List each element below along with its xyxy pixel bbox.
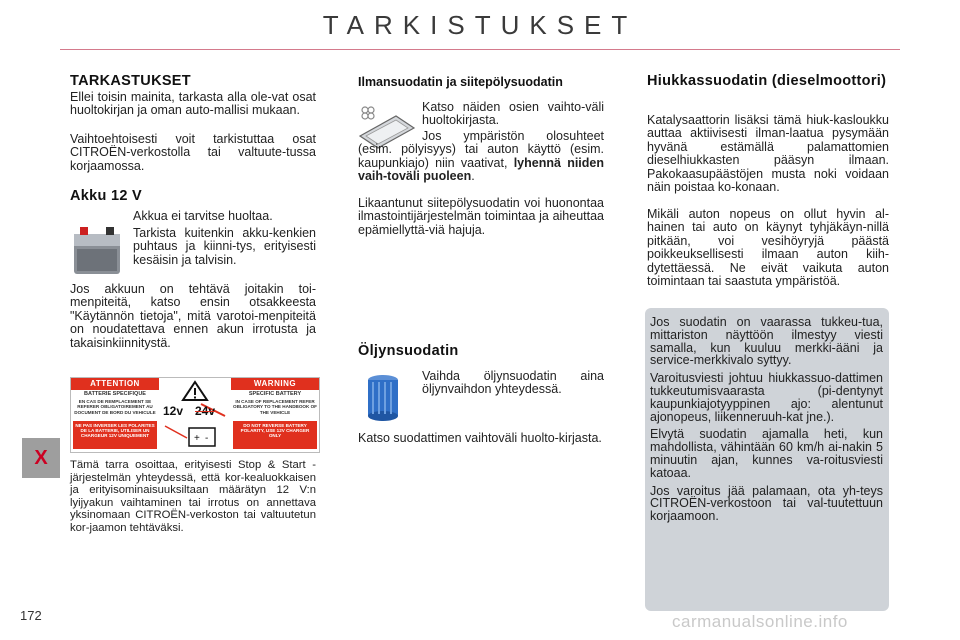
label-right-body: IN CASE OF REPLACEMENT REFER OBLIGATORY TO THE HANDBOOK OF THE VEHICLE (233, 399, 317, 415)
svg-text:-: - (205, 433, 209, 444)
svg-text:+: + (194, 433, 200, 444)
label-left-red: NE PAS INVERSER LES POLARITES DE LA BATTERIE, UTILISER UN CHARGEUR 12V UNIQUEMENT (73, 421, 157, 449)
oil-filter-paragraph-1: Vaihda öljynsuodatin aina öljynvaihdon yhteydessä. (422, 369, 604, 397)
label-24v: 24v (195, 404, 216, 418)
note-box (645, 308, 889, 611)
note-paragraph: Jos varoitus jää palamaan, ota yh-teys CITROËN-verkostoon tai val-tuutettuun korjaamoon. (650, 483, 883, 524)
section-heading-oil-filter: Öljynsuodatin (358, 343, 459, 359)
battery-icon (68, 222, 126, 278)
page-title: TARKISTUKSET (322, 10, 638, 40)
section-heading-particle-filter: Hiukkassuodatin (dieselmoottori) (647, 73, 887, 89)
air-filter-paragraph-2: Jos ympäristön olosuhteet (esim. pölyisyys) tai auton käyttö (esim. kaupunkiajo) niin vaativat, lyhennä niiden vaih-toväli puoleen. (358, 129, 604, 184)
intro-paragraph: Ellei toisin mainita, tarkasta alla ole-vat osat huoltokirjan ja oman auto-mallisi mukaan. (70, 90, 316, 118)
label-right-red: DO NOT REVERSE BATTERY POLARITY, USE 12V CHARGER ONLY (233, 421, 317, 449)
note-paragraph: Jos suodatin on vaarassa tukkeu-tua, mittariston näyttöön ilmestyy viesti samalla, kun kuuluu merkki-ääni ja service-merkkivalo syttyy. (650, 315, 883, 368)
label-center-graphic (161, 380, 229, 450)
particle-filter-paragraph-2: Mikäli auton nopeus on ollut hyvin al-hainen tai auto on käynyt tyhjäkäyn-nillä pitkään, voi vesihöyryjä päästä poikkeuksellisesti ilmaan auton kiih-dytettäessä. Ne eivät vaikuta auton toimintaan tai saastuta ympäristöä. (647, 207, 889, 289)
section-heading-battery: Akku 12 V (70, 188, 143, 204)
watermark: carmanualsonline.info (672, 612, 848, 631)
battery-paragraph-1: Akkua ei tarvitse huoltaa. (133, 209, 273, 223)
label-warning-header: WARNING (231, 378, 319, 390)
page-number: 172 (20, 608, 42, 623)
label-left-title: BATTERIE SPECIFIQUE (84, 391, 146, 397)
label-attention-header: ATTENTION (71, 378, 159, 390)
label-12v: 12v (163, 404, 184, 418)
air-filter-paragraph-1: Katso näiden osien vaihto-väli huoltokirjasta. (422, 100, 604, 128)
section-heading-tarkastukset: TARKASTUKSET (70, 73, 191, 89)
note-paragraph: Varoitusviesti johtuu hiukkassuo-dattimen tukkeutumisvaarasta (pi-dentynyt kaupunkiajotyyppinen ajo: alentunut ajonopeus, liikenneruuh-kat jne.). (650, 371, 883, 424)
note-paragraph: Elvytä suodatin ajamalla heti, kun mahdollista, vähintään 60 km/h ai-nakin 5 minuutin ajan, kunnes va-roitusviesti katoaa. (650, 427, 883, 480)
intro-paragraph-2: Vaihtoehtoisesti voit tarkistuttaa osat CITROËN-verkostolla tai valtuute-tussa korjaamossa. (70, 132, 316, 173)
section-heading-air-filter: Ilmansuodatin ja siitepölysuodatin (358, 75, 563, 89)
oil-filter-paragraph-2: Katso suodattimen vaihtoväli huolto-kirjasta. (358, 431, 602, 445)
battery-warning-label (70, 377, 320, 453)
label-caption: Tämä tarra osoittaa, erityisesti Stop & Start -järjestelmän yhteydessä, että kor-kealuokkaisen ja erityisominaisuuksiltaan määrätyn 12 V:n lyijyakun vaihtaminen tai irrotus on annettava yksinomaan CITROËN-verkoston tai valtuutetun kor-jaamon tehtäväksi. (70, 459, 316, 534)
label-right-title: SPECIFIC BATTERY (248, 391, 302, 397)
title-divider (60, 49, 900, 50)
label-left-body: EN CAS DE REMPLACEMENT SE REFERER OBLIGATOIREMENT AU DOCUMENT DE BORD DU VEHICULE (74, 399, 156, 415)
particle-filter-paragraph-1: Katalysaattorin lisäksi tämä hiuk-kasloukku auttaa aktiivisesti ilman-laatua pysymään hyvänä estämällä palamattomien dieselhiukkasten pääsyn ilmaan. Pakokaasupäästöjen musta noki voidaan näin poistaa ko-konaan. (647, 113, 889, 195)
air-filter-paragraph-3: Likaantunut siitepölysuodatin voi huonontaa ilmastointijärjestelmän toimintaa ja aiheuttaa epämiellyttä-viä hajuja. (358, 196, 604, 237)
oil-filter-icon (362, 372, 404, 424)
battery-paragraph-2: Tarkista kuitenkin akku-kenkien puhtaus ja kiinni-tys, erityisesti kesäisin ja talvisin. (133, 226, 316, 267)
battery-paragraph-3: Jos akkuun on tehtävä joitakin toi-menpiteitä, katso ensin otsakkeesta "Käytännön tietoja", mitä varotoi-menpiteitä on noudatettava ennen akun irrotusta ja takaisinkiinnitystä. (70, 282, 316, 350)
chapter-tab[interactable]: X (22, 438, 60, 478)
